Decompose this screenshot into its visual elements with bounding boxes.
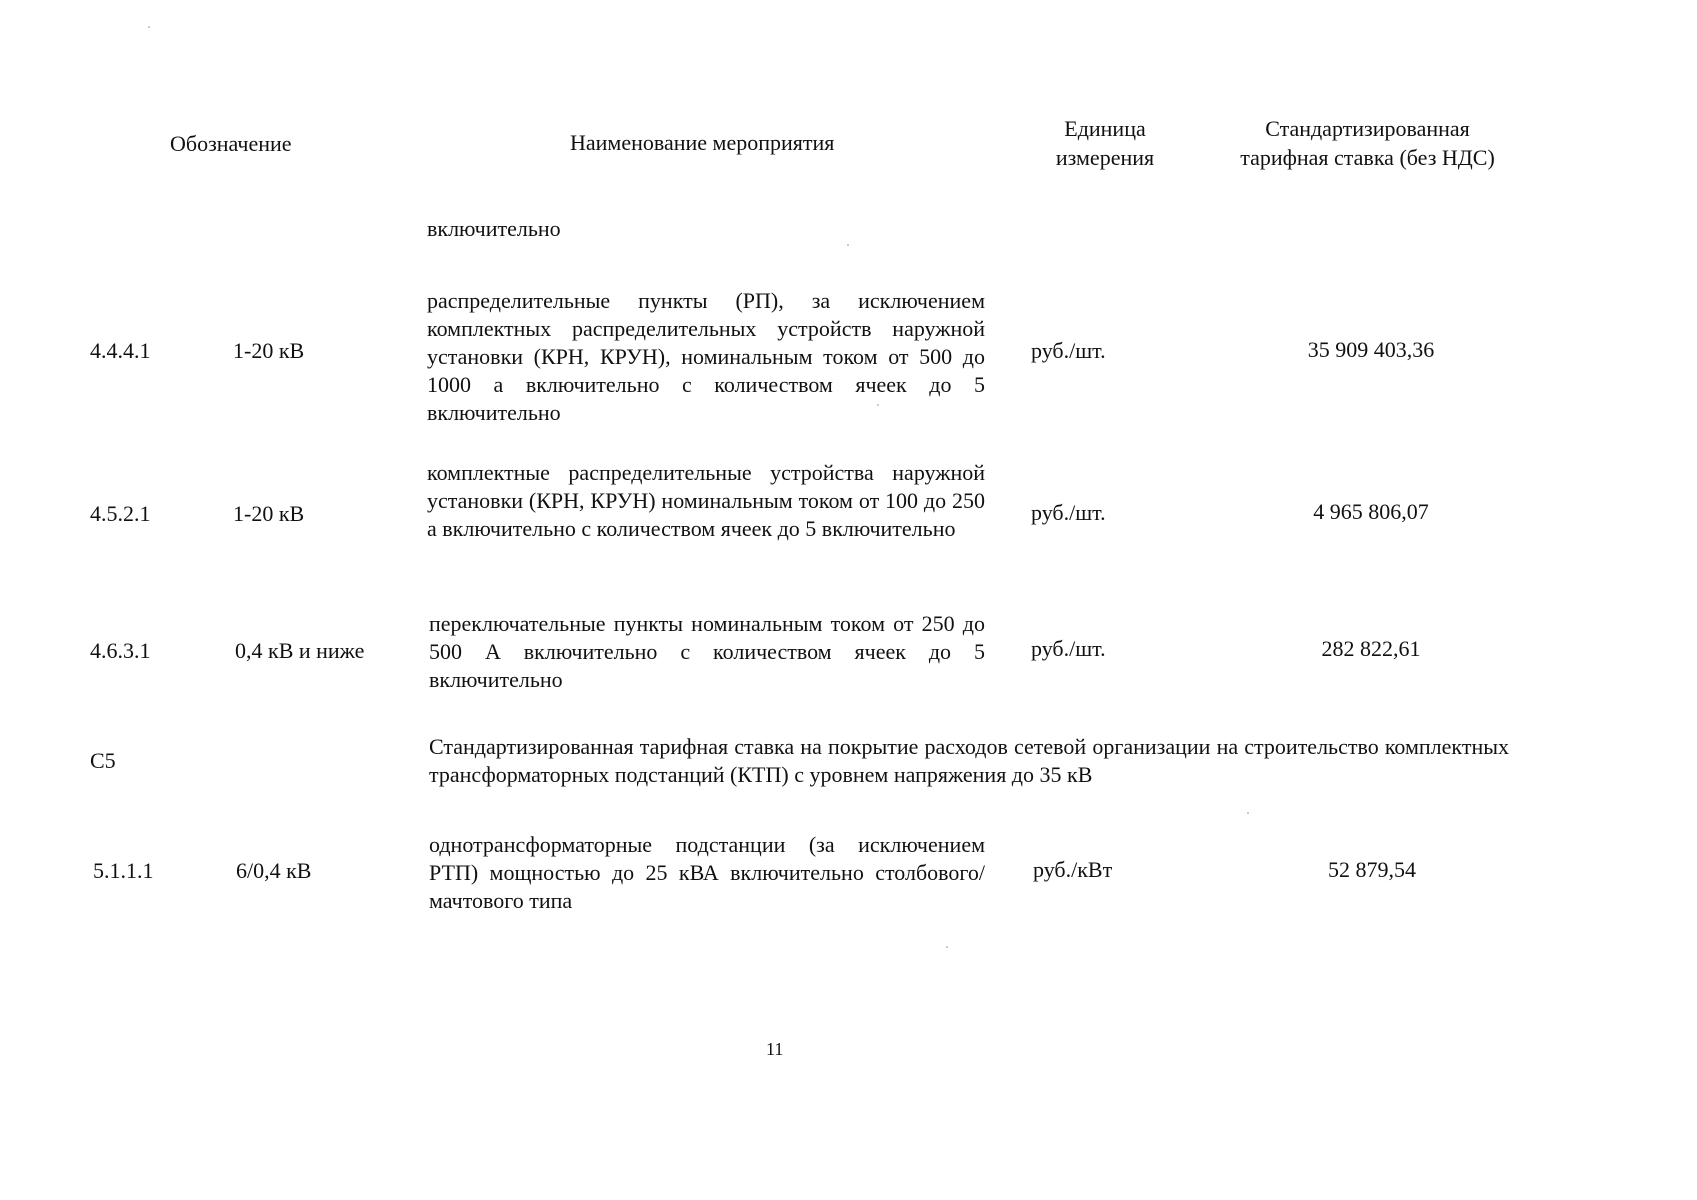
scan-speck bbox=[148, 26, 150, 28]
row-unit: руб./кВт bbox=[1033, 857, 1113, 882]
header-rate-line1: Стандартизированная bbox=[1265, 116, 1470, 141]
row-voltage: 6/0,4 кВ bbox=[236, 858, 312, 883]
row-rate: 282 822,61 bbox=[1321, 636, 1421, 661]
row-description: комплектные распределительные устройства наружной установки (КРН, КРУН) номинальным током от 100 до 250 а включительно с количеством ячеек до 5 включительно bbox=[427, 460, 985, 541]
continuation-text: включительно bbox=[427, 216, 561, 241]
header-rate bbox=[1225, 114, 1510, 172]
row-unit: руб./шт. bbox=[1031, 338, 1106, 363]
row-voltage: 1-20 кВ bbox=[233, 338, 305, 363]
row-rate: 35 909 403,36 bbox=[1307, 337, 1435, 362]
row-code: 4.6.3.1 bbox=[90, 638, 151, 663]
row-rate: 4 965 806,07 bbox=[1313, 499, 1429, 524]
row-unit: руб./шт. bbox=[1031, 636, 1106, 661]
header-name: Наименование мероприятия bbox=[570, 130, 835, 155]
header-designation: Обозначение bbox=[170, 131, 292, 156]
row-voltage: 0,4 кВ и ниже bbox=[235, 638, 365, 663]
section-code: C5 bbox=[90, 748, 116, 773]
row-rate: 52 879,54 bbox=[1328, 857, 1416, 882]
row-description: распределительные пункты (РП), за исключением комплектных распределительных устройств наружной установки (КРН, КРУН), номинальным током от 500 до 1000 а включительно с количеством ячеек до 5 включительно bbox=[427, 288, 985, 425]
scan-speck bbox=[847, 244, 849, 246]
row-description: однотрансформаторные подстанции (за исключением РТП) мощностью до 25 кВА включительно столбового/мачтового типа bbox=[429, 832, 985, 913]
row-voltage: 1-20 кВ bbox=[233, 501, 305, 526]
row-code: 4.5.2.1 bbox=[90, 501, 151, 526]
scan-speck bbox=[946, 946, 948, 948]
row-description: переключательные пункты номинальным током от 250 до 500 А включительно с количеством ячеек до 5 включительно bbox=[429, 611, 985, 692]
section-title: Стандартизированная тарифная ставка на покрытие расходов сетевой организации на строительство комплектных трансформаторных подстанций (КТП) с уровнем напряжения до 35 кВ bbox=[429, 734, 1509, 787]
row-unit: руб./шт. bbox=[1031, 500, 1106, 525]
header-unit-line1: Единица bbox=[1064, 116, 1146, 141]
scan-speck bbox=[877, 404, 879, 406]
header-unit bbox=[1040, 114, 1170, 172]
header-unit-line2: измерения bbox=[1055, 145, 1155, 170]
scan-speck bbox=[1247, 812, 1249, 814]
header-rate-line2: тарифная ставка (без НДС) bbox=[1240, 145, 1495, 170]
row-code: 5.1.1.1 bbox=[93, 858, 154, 883]
row-code: 4.4.4.1 bbox=[90, 338, 151, 363]
page-number: 11 bbox=[766, 1039, 784, 1059]
